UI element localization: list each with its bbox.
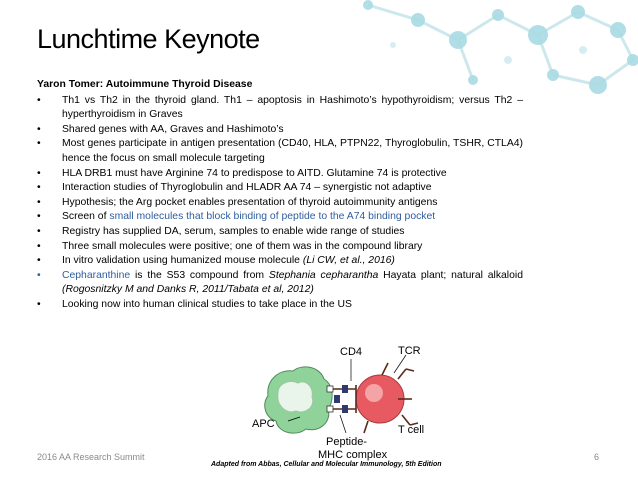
bullet-text: is the S53 compound from (130, 269, 269, 281)
bullet-text: Screen of (62, 211, 110, 223)
bullet-item (37, 225, 523, 240)
species-name: Stephania cepharantha (268, 269, 379, 281)
bullet-dot: • (37, 269, 41, 281)
highlighted-phrase: Cepharanthine (62, 269, 131, 281)
footer-event: 2016 AA Research Summit (37, 452, 145, 462)
bullet-item (37, 210, 523, 225)
bullet-list (37, 94, 523, 313)
bullet-item (37, 181, 523, 196)
citation: (Li CW, et al., 2016) (302, 255, 395, 267)
apc-tcell-figure (248, 341, 448, 461)
bullet-text: In vitro validation using humanized mouse molecule (62, 255, 303, 267)
bullet-dot: • (37, 138, 41, 150)
apc-cell (265, 367, 332, 433)
complex-label-line2: MHC complex (318, 449, 388, 461)
bullet-item (37, 240, 523, 255)
bullet-text: Looking now into human clinical studies to take place in the US (62, 298, 352, 310)
bullet-item (37, 298, 523, 313)
bullet-text: Three small molecules were positive; one of them was in the compound library (62, 240, 423, 252)
tcell (356, 375, 404, 423)
bullet-dot: • (37, 298, 41, 310)
bullet-text: Shared genes with AA, Graves and Hashimoto’s (62, 123, 284, 135)
bullet-item (37, 196, 523, 211)
tcell-label: T cell (398, 424, 425, 436)
bullet-dot: • (37, 123, 41, 135)
bullet-item (37, 254, 523, 269)
cd4-label: CD4 (340, 346, 363, 358)
bullet-item (37, 94, 523, 123)
bullet-text: HLA DRB1 must have Arginine 74 to predispose to AITD. Glutamine 74 is protective (62, 167, 447, 179)
figure-citation: Adapted from Abbas, Cellular and Molecular Immunology, 5th Edition (211, 461, 442, 468)
bullet-dot: • (37, 225, 41, 237)
page-number: 6 (594, 452, 600, 462)
bullet-text: Most genes participate in antigen presentation (CD40, HLA, PTPN22, Thyroglobulin, TSHR, CTLA4) hence the focus on small molecule targeting (62, 138, 523, 164)
bullet-text: Hayata plant; natural alkaloid (378, 269, 523, 281)
complex-label-line1: Peptide- (326, 436, 367, 448)
bullet-item (37, 123, 523, 138)
bullet-dot: • (37, 211, 41, 223)
bullet-text: Hypothesis; the Arg pocket enables presentation of thyroid autoimmunity antigens (62, 196, 438, 208)
bullet-dot: • (37, 196, 41, 208)
bullet-text: Interaction studies of Thyroglobulin and HLADR AA 74 – synergistic not adaptive (62, 182, 432, 194)
bullet-dot: • (37, 240, 41, 252)
highlighted-phrase: small molecules that block binding of peptide to the A74 binding pocket (109, 211, 436, 223)
bullet-item (37, 269, 523, 298)
bullet-item (37, 137, 523, 166)
bullet-item (37, 167, 523, 182)
bullet-dot: • (37, 182, 41, 194)
slide-subtitle: Yaron Tomer: Autoimmune Thyroid Disease (37, 79, 253, 90)
bullet-dot: • (37, 94, 41, 106)
slide-title: Lunchtime Keynote (37, 24, 260, 54)
citation: (Rogosnitzky M and Danks R, 2011/Tabata et al, 2012) (62, 284, 314, 296)
bullet-text: Registry has supplied DA, serum, samples to enable wide range of studies (62, 225, 405, 237)
slide-content (37, 78, 523, 313)
bullet-text: Th1 vs Th2 in the thyroid gland. Th1 – apoptosis in Hashimoto’s hypothyroidism; versus Th2 – hyperthyroidism in Graves (62, 94, 523, 121)
apc-label: APC (252, 418, 275, 430)
bullet-dot: • (37, 167, 41, 179)
bullet-dot: • (37, 255, 41, 267)
tcr-label: TCR (398, 345, 421, 357)
